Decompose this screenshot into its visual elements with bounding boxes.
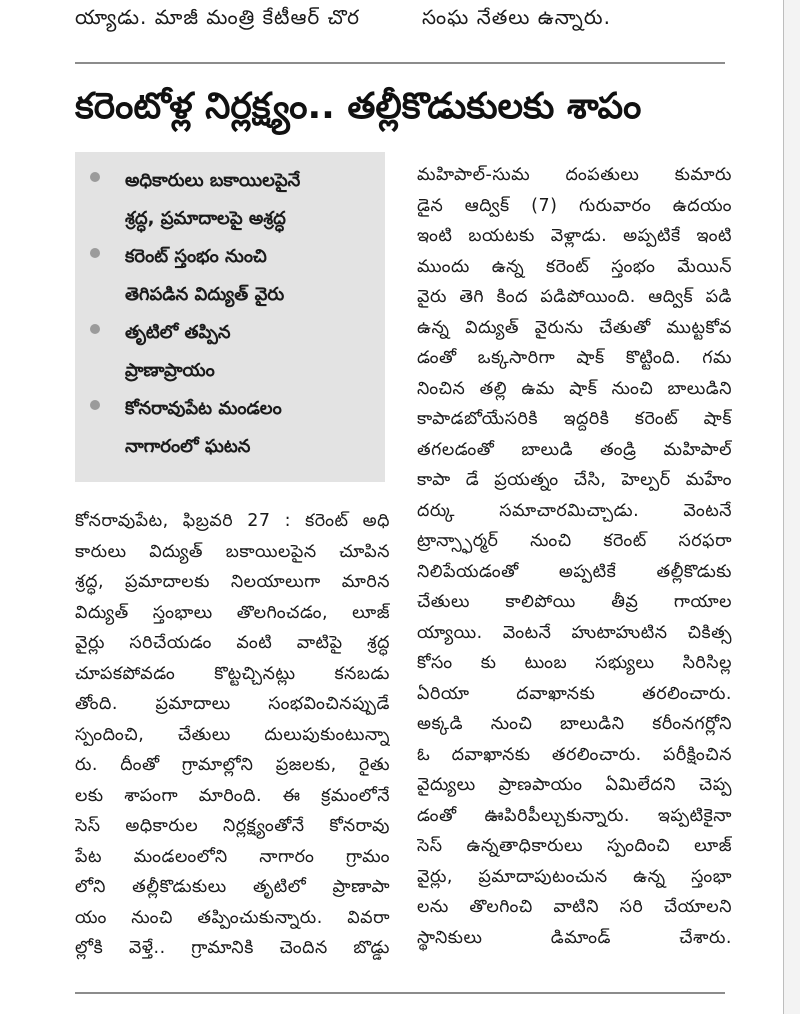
article-body-right-column — [417, 160, 732, 953]
highlight-item — [90, 390, 380, 466]
body-line: ఉన్న విద్యుత్ వైరును చేతుతో ముట్టకోవ — [417, 317, 732, 338]
previous-article-line-left: య్యాడు. మాజీ మంత్రి కేటీఆర్ చొర — [75, 5, 360, 29]
highlight-line: ప్రాణాప్రాయం — [125, 360, 215, 381]
highlight-line: అధికారులు బకాయిలపైనే — [125, 170, 301, 191]
body-line: కోసం కు టుంబ సభ్యులు సిరిసిల్ల — [417, 653, 732, 673]
body-line: డంతో ఒక్కసారిగా షాక్ కొట్టింది. గమ — [417, 348, 732, 368]
body-line: లను తొలగించి వాటిని సరి చేయాలని — [417, 897, 732, 917]
highlight-line: తెగిపడిన విద్యుత్ వైరు — [125, 284, 285, 305]
body-line: కాపా డే ప్రయత్నం చేసి, హెల్పర్ మహేం — [417, 470, 732, 490]
body-line: పేట మండలంలోని నాగారం గ్రామం — [75, 846, 390, 867]
body-line: నించిన తల్లి ఉమ షాక్ నుంచి బాలుడిని — [417, 378, 732, 399]
body-line: డైన ఆద్విక్ (7) గురువారం ఉదయం — [417, 195, 732, 216]
body-line: తోంది. ప్రమాదాలు సంభవించినప్పుడే — [75, 694, 390, 714]
bottom-divider — [75, 992, 725, 994]
article-headline: కరెంటోళ్ల నిర్లక్ష్యం.. తల్లీకొడుకులకు శాపం — [75, 86, 642, 127]
body-line: చూపకపోవడం కొట్టచ్చినట్లు కనబడు — [75, 663, 390, 684]
previous-article-line-right: సంఘ నేతలు ఉన్నారు. — [422, 5, 611, 29]
body-line: లోని తల్లీకొడుకులు తృటిలో ప్రాణాపా — [75, 877, 390, 897]
body-line: వైద్యులు ప్రాణపాయం ఏమిలేదని చెప్ప — [417, 775, 732, 795]
body-line: డంతో ఊపిరిపీల్చుకున్నారు. ఇప్పటికైనా — [417, 805, 732, 826]
article-body-left-column — [75, 506, 390, 964]
body-line: కోనరావుపేట, ఫిబ్రవరి 27 : కరెంట్ అధి — [75, 511, 390, 531]
body-line: ఓ దవాఖానకు తరలించారు. పరీక్షించిన — [417, 744, 732, 765]
body-line: చేతులు కాలిపోయి తీవ్ర గాయాల — [417, 592, 732, 612]
highlight-line: శ్రద్ధ, ప్రమాదాలపై అశ్రద్ధ — [125, 208, 286, 229]
highlight-line: కరెంట్ స్తంభం నుంచి — [125, 246, 267, 267]
highlight-item — [90, 238, 380, 314]
bullet-icon — [90, 248, 100, 258]
body-line: య్యాయి. వెంటనే హుటాహుటిన చికిత్స — [417, 622, 732, 643]
body-line: వైర్లు సరిచేయడం వంటి వాటిపై శ్రద్ధ — [75, 633, 390, 653]
body-line: సెస్ ఉన్నతాధికారులు స్పందించి లూజ్ — [417, 836, 732, 856]
highlight-item — [90, 162, 380, 238]
top-divider — [75, 62, 725, 64]
body-line: లకు శాపంగా మారింది. ఈ క్రమంలోనే — [75, 785, 390, 806]
body-line: శ్రద్ధ, ప్రమాదాలకు నిలయాలుగా మారిన — [75, 572, 390, 592]
body-line: కాపాడబోయేసరికి ఇద్దరికి కరెంట్ షాక్ — [417, 409, 732, 429]
body-line: నిలిపేయడంతో అప్పటికే తల్లీకొడుకు — [417, 561, 732, 582]
body-line: విద్యుత్ స్తంభాలు తొలగించడం, లూజ్ — [75, 602, 390, 623]
body-line: తగలడంతో బాలుడి తండ్రి మహిపాల్ — [417, 439, 732, 460]
body-line: దర్కు సమాచారమిచ్చాడు. వెంటనే — [417, 500, 732, 521]
highlights-box — [75, 152, 385, 482]
page-edge — [783, 0, 800, 1014]
body-line: ల్లోకి వెళ్తే.. గ్రామానికి చెందిన బొడ్డు — [75, 938, 390, 958]
bullet-icon — [90, 172, 100, 182]
body-line: కారులు విద్యుత్ బకాయిలపైన చూపిన — [75, 541, 390, 562]
body-line: స్పందించి, చేతులు దులుపుకుంటున్నా — [75, 724, 390, 745]
body-line: ట్రాన్స్ఫార్మర్ నుంచి కరెంట్ సరఫరా — [417, 531, 732, 551]
body-line: ఏరియా దవాఖానకు తరలించారు. — [417, 683, 732, 704]
body-line: రు. దీంతో గ్రామాల్లోని ప్రజలకు, రైతు — [75, 755, 390, 775]
body-line: సెస్ అధికారుల నిర్లక్ష్యంతోనే కోనరావు — [75, 816, 390, 836]
highlight-line: తృటిలో తప్పిన — [125, 322, 231, 343]
bullet-icon — [90, 400, 100, 410]
body-line: స్థానికులు డిమాండ్ చేశారు. — [417, 927, 732, 948]
body-line: ముందు ఉన్న కరెంట్ స్తంభం మేయిన్ — [417, 256, 732, 277]
body-line: వైరు తెగి కింద పడిపోయింది. ఆద్విక్ పడి — [417, 287, 732, 307]
highlight-line: నాగారంలో ఘటన — [125, 436, 251, 457]
highlight-item — [90, 314, 380, 390]
body-line: ఇంటి బయటకు వెళ్లాడు. అప్పటికే ఇంటి — [417, 226, 732, 246]
bullet-icon — [90, 324, 100, 334]
body-line: వైర్లు, ప్రమాదాపుటంచున ఉన్న స్తంభా — [417, 866, 732, 887]
body-line: అక్కడి నుంచి బాలుడిని కరీంనగర్లోని — [417, 714, 732, 734]
body-line: మహిపాల్-సుమ దంపతులు కుమారు — [417, 165, 732, 185]
body-line: యం నుంచి తప్పించుకున్నారు. వివరా — [75, 907, 390, 928]
highlight-line: కోనరావుపేట మండలం — [125, 398, 282, 419]
